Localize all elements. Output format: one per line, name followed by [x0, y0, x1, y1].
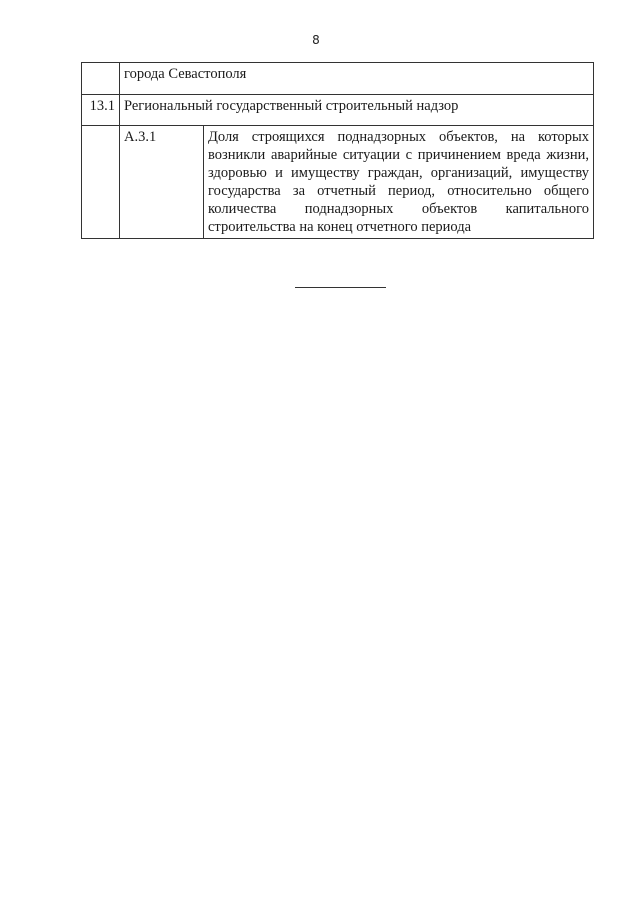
section-number-cell: 13.1: [82, 95, 120, 126]
table-row-section: [82, 95, 594, 126]
row-number-cell: [82, 63, 120, 95]
separator-line: [295, 287, 386, 288]
indicators-table: [81, 62, 594, 239]
page-number: 8: [312, 33, 320, 47]
indicator-description-cell: Доля строящихся поднадзорных объектов, на которых возникли аварийные ситуации с причинением вреда жизни, здоровью и имуществу граждан, организаций, имуществу государства за отчетный период, относительно общего количества поднадзорных объектов капитального строительства на конец отчетного периода: [204, 126, 594, 239]
table-row-indicator: [82, 126, 594, 239]
table-row-continuation: [82, 63, 594, 95]
indicator-code-cell: А.3.1: [120, 126, 204, 239]
region-name-cell: города Севастополя: [120, 63, 594, 95]
section-title-cell: Региональный государственный строительный надзор: [120, 95, 594, 126]
empty-number-cell: [82, 126, 120, 239]
